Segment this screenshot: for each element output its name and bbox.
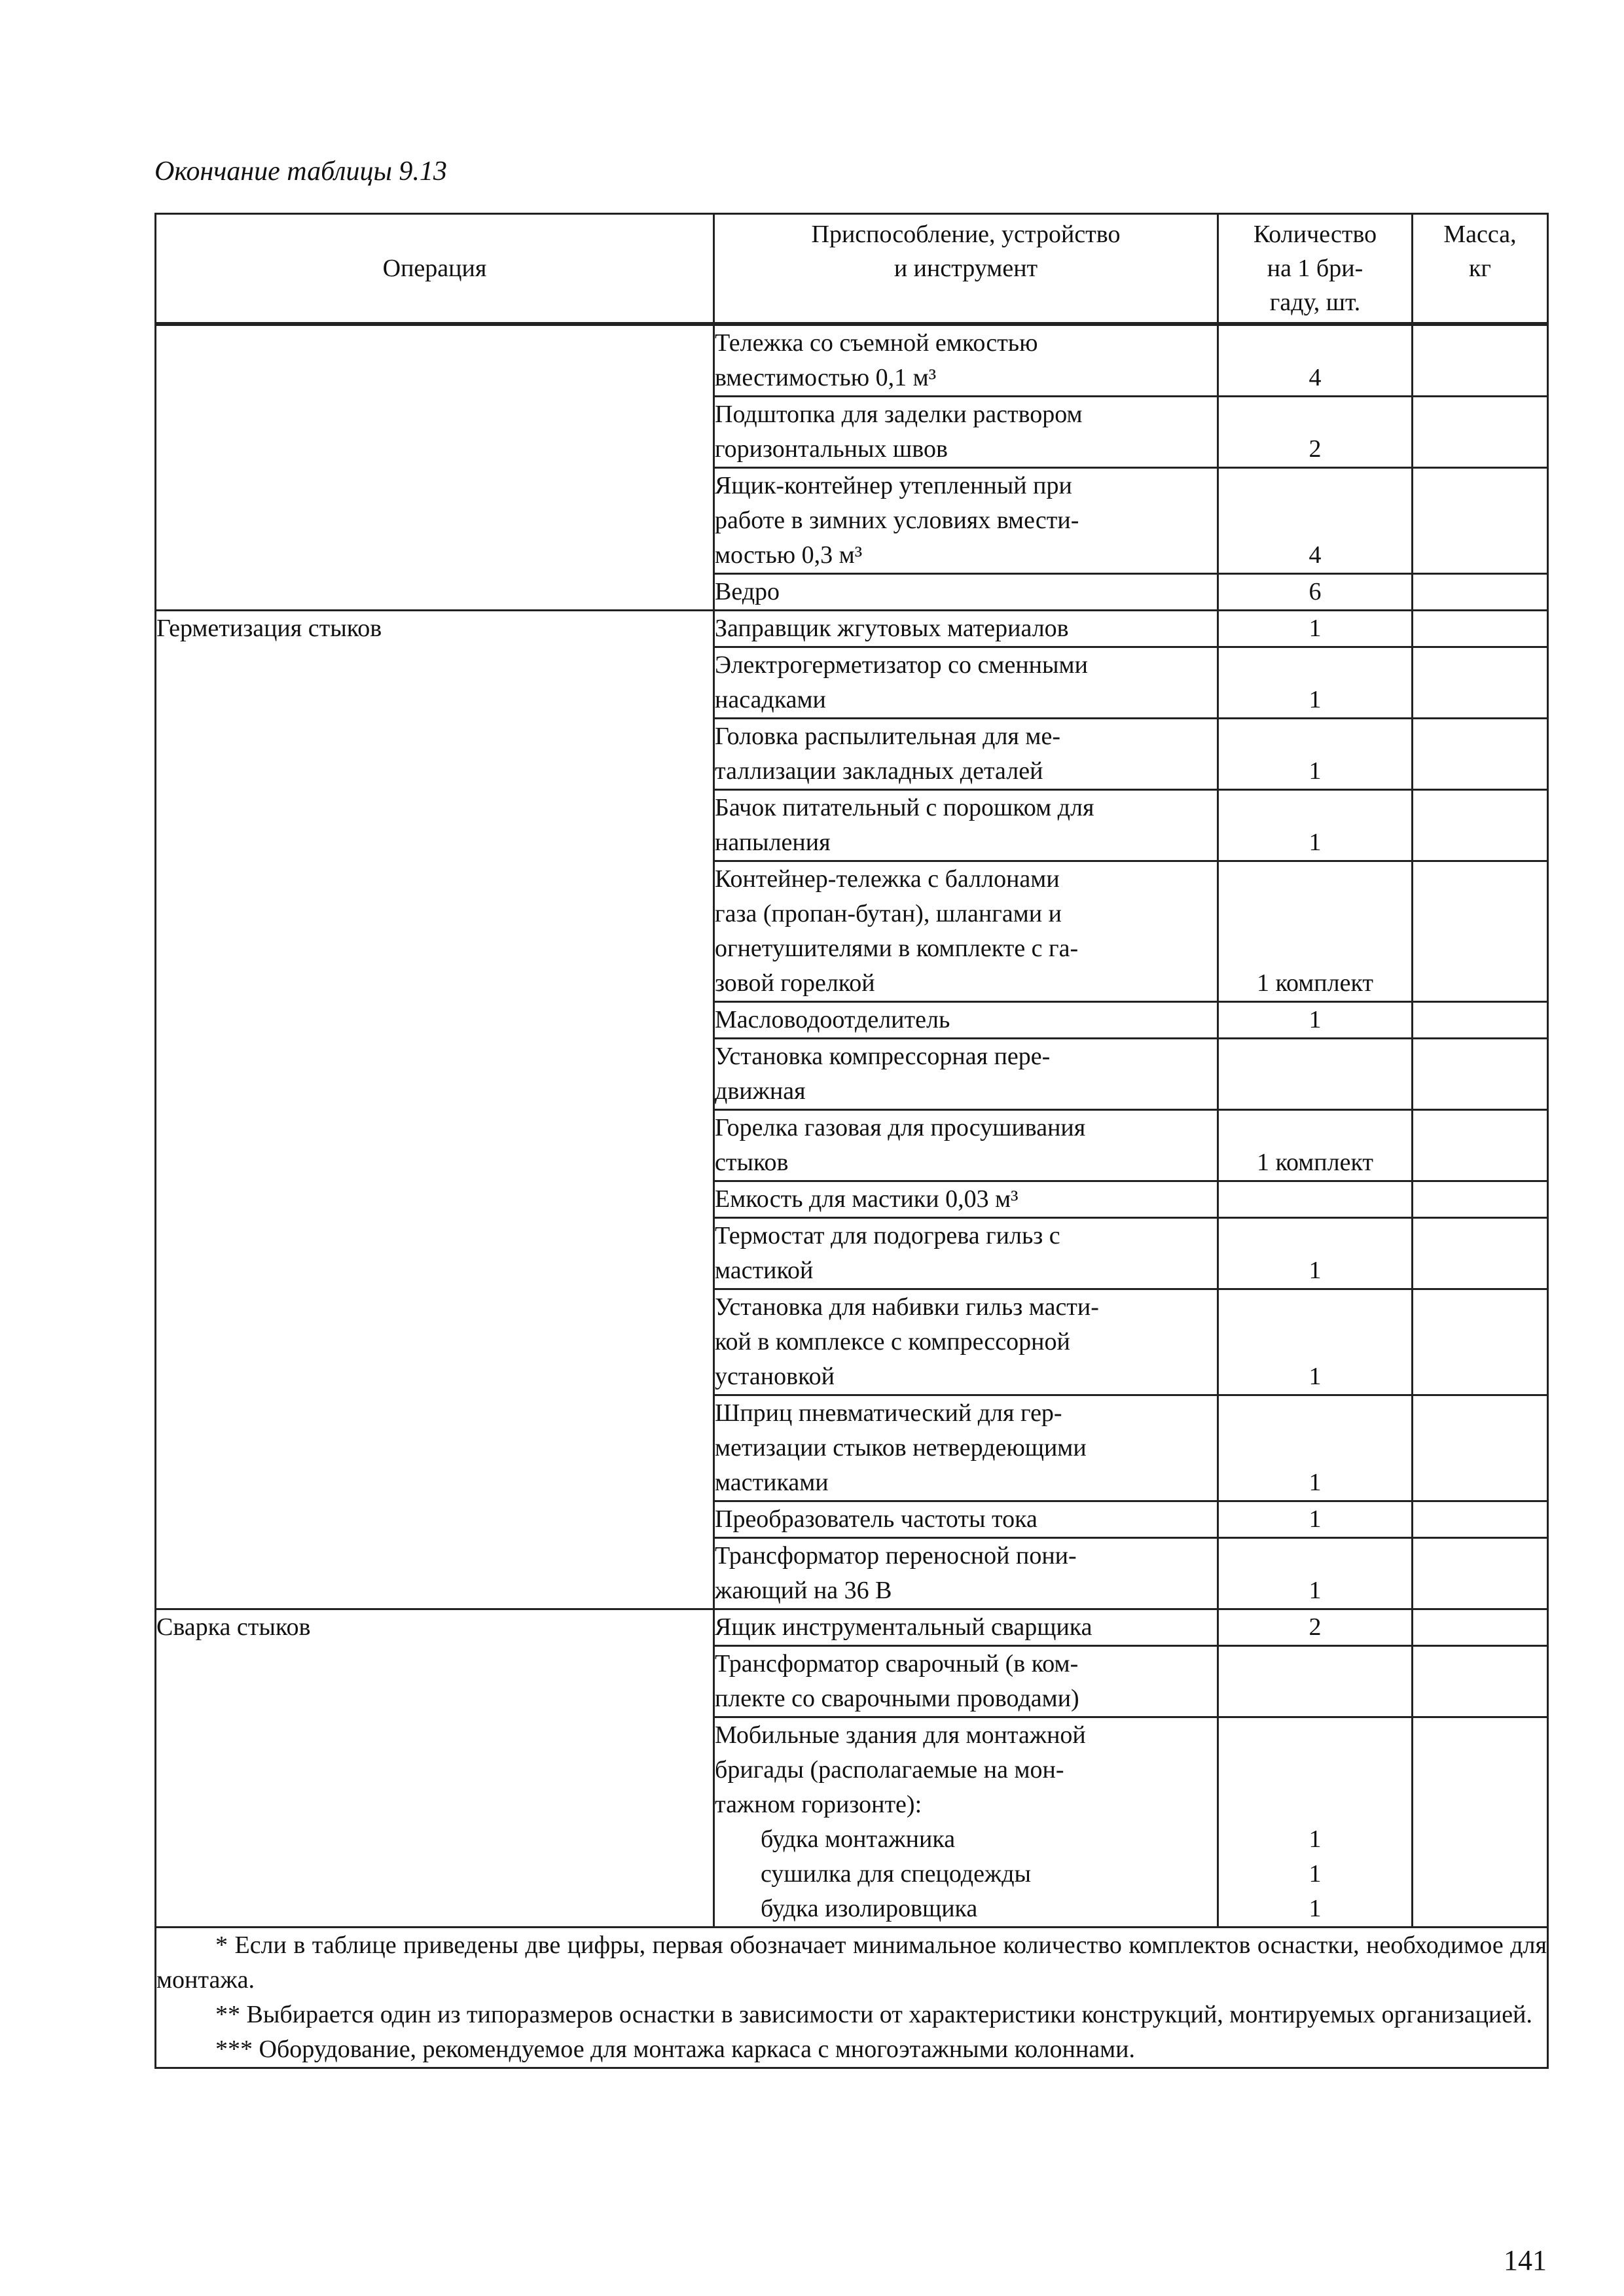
table-row <box>156 1002 1548 1039</box>
footnotes <box>156 1928 1548 2068</box>
header-device: Приспособление, устройство и инструмент <box>714 214 1218 325</box>
header-row <box>156 214 1548 325</box>
operation-cell: Сварка стыков <box>156 1609 714 1646</box>
equipment-table <box>154 213 1549 2069</box>
quantity-cell: 1 <box>1218 1395 1413 1501</box>
mass-cell <box>1413 1039 1548 1110</box>
table-row <box>156 1395 1548 1501</box>
quantity-cell: 1 комплект <box>1218 1110 1413 1181</box>
sub-item: сушилка для спецодежды <box>761 1860 1032 1888</box>
mass-cell <box>1413 719 1548 790</box>
device-cell: Тележка со съемной емкостью вместимостью 0,1 м³ <box>714 324 1218 397</box>
quantity-cell: 1 <box>1218 611 1413 647</box>
mass-cell <box>1413 1181 1548 1218</box>
mass-cell <box>1413 790 1548 861</box>
operation-cell: Герметизация стыков <box>156 611 714 647</box>
table-row <box>156 324 1548 397</box>
table-row <box>156 647 1548 719</box>
table-row <box>156 1501 1548 1538</box>
table-row <box>156 1646 1548 1717</box>
quantity-cell: 1 <box>1218 719 1413 790</box>
quantity-cell: 1 комплект <box>1218 861 1413 1002</box>
quantity-cell: 4 <box>1218 324 1413 397</box>
mass-cell <box>1413 1501 1548 1538</box>
device-cell: Бачок питательный с порошком для напыления <box>714 790 1218 861</box>
device-cell: Масловодоотделитель <box>714 1002 1218 1039</box>
device-cell: Горелка газовая для просушивания стыков <box>714 1110 1218 1181</box>
quantity-cell: 1 <box>1218 1002 1413 1039</box>
mass-cell <box>1413 1609 1548 1646</box>
device-cell: Термостат для подогрева гильз с мастикой <box>714 1218 1218 1289</box>
mass-cell <box>1413 324 1548 397</box>
device-cell: Преобразователь частоты тока <box>714 1501 1218 1538</box>
operation-cell <box>156 647 714 719</box>
table-row <box>156 611 1548 647</box>
quantity-cell: 2 <box>1218 1609 1413 1646</box>
device-cell: Шприц пневматический для гер- метизации стыков нетвердеющими мастиками <box>714 1395 1218 1501</box>
operation-cell <box>156 468 714 574</box>
table-caption: Окончание таблицы 9.13 <box>154 156 447 187</box>
quantity-cell: 4 <box>1218 468 1413 574</box>
quantity-cell: 1 <box>1218 1538 1413 1609</box>
mass-cell <box>1413 647 1548 719</box>
mass-cell <box>1413 1395 1548 1501</box>
device-cell: Подштопка для заделки раствором горизонтальных швов <box>714 397 1218 468</box>
mass-cell <box>1413 861 1548 1002</box>
operation-cell <box>156 1181 714 1218</box>
table-row <box>156 1289 1548 1395</box>
mass-cell <box>1413 1110 1548 1181</box>
operation-cell <box>156 861 714 1002</box>
operation-cell <box>156 397 714 468</box>
table-row <box>156 397 1548 468</box>
device-cell: Установка для набивки гильз масти- кой в комплексе с компрессорной установкой <box>714 1289 1218 1395</box>
table-row <box>156 1609 1548 1646</box>
operation-cell <box>156 1039 714 1110</box>
quantity-cell: 1 <box>1218 790 1413 861</box>
header-quantity: Количество на 1 бри- гаду, шт. <box>1218 214 1413 325</box>
operation-cell <box>156 574 714 611</box>
mass-cell <box>1413 1538 1548 1609</box>
operation-cell <box>156 1002 714 1039</box>
device-cell: Головка распылительная для ме- таллизации закладных деталей <box>714 719 1218 790</box>
quantity-cell: 1 <box>1218 647 1413 719</box>
table-row <box>156 1181 1548 1218</box>
mass-cell <box>1413 611 1548 647</box>
operation-cell <box>156 1538 714 1609</box>
mass-cell <box>1413 397 1548 468</box>
operation-cell <box>156 1717 714 1928</box>
footnote: *** Оборудование, рекомендуемое для монтажа каркаса с многоэтажными колоннами. <box>215 2036 1135 2063</box>
operation-cell <box>156 1218 714 1289</box>
quantity-cell <box>1218 1039 1413 1110</box>
device-cell: Установка компрессорная пере- движная <box>714 1039 1218 1110</box>
device-cell: Электрогерметизатор со сменными насадками <box>714 647 1218 719</box>
mass-cell <box>1413 1646 1548 1717</box>
device-cell: Ведро <box>714 574 1218 611</box>
device-cell: Емкость для мастики 0,03 м³ <box>714 1181 1218 1218</box>
table-row <box>156 468 1548 574</box>
operation-cell <box>156 1395 714 1501</box>
device-cell: Мобильные здания для монтажной бригады (располагаемые на мон- тажном горизонте): будка монтажника сушилка для спецодежды будка изолировщика <box>714 1717 1218 1928</box>
table-row <box>156 1039 1548 1110</box>
quantity-cell: 1 1 1 <box>1218 1717 1413 1928</box>
mass-cell <box>1413 1002 1548 1039</box>
table-row <box>156 574 1548 611</box>
quantity-cell: 1 <box>1218 1501 1413 1538</box>
table-row <box>156 1218 1548 1289</box>
device-cell: Заправщик жгутовых материалов <box>714 611 1218 647</box>
mass-cell <box>1413 1717 1548 1928</box>
table-row <box>156 861 1548 1002</box>
quantity-cell: 2 <box>1218 397 1413 468</box>
sub-item: будка изолировщика <box>761 1895 978 1922</box>
device-cell: Трансформатор переносной пони- жающий на 36 В <box>714 1538 1218 1609</box>
table-row <box>156 1110 1548 1181</box>
operation-cell <box>156 1501 714 1538</box>
mass-cell <box>1413 1218 1548 1289</box>
footnote: * Если в таблице приведены две цифры, первая обозначает минимальное количество комплектов оснастки, необходимое для монтажа. <box>156 1931 1547 1994</box>
quantity-cell <box>1218 1181 1413 1218</box>
quantity-cell: 6 <box>1218 574 1413 611</box>
device-cell: Ящик-контейнер утепленный при работе в зимних условиях вмести- мостью 0,3 м³ <box>714 468 1218 574</box>
table-row <box>156 790 1548 861</box>
operation-cell <box>156 324 714 397</box>
operation-cell <box>156 1289 714 1395</box>
mass-cell <box>1413 468 1548 574</box>
device-cell: Трансформатор сварочный (в ком- плекте со сварочными проводами) <box>714 1646 1218 1717</box>
quantity-cell <box>1218 1646 1413 1717</box>
operation-cell <box>156 1110 714 1181</box>
notes-row <box>156 1928 1548 2068</box>
sub-item: будка монтажника <box>761 1825 956 1853</box>
table-row <box>156 1538 1548 1609</box>
mass-cell <box>1413 574 1548 611</box>
table-row <box>156 719 1548 790</box>
device-cell: Контейнер-тележка с баллонами газа (пропан-бутан), шлангами и огнетушителями в комплекте с га- зовой горелкой <box>714 861 1218 1002</box>
quantity-cell: 1 <box>1218 1218 1413 1289</box>
quantity-cell: 1 <box>1218 1289 1413 1395</box>
operation-cell <box>156 790 714 861</box>
header-mass: Масса, кг <box>1413 214 1548 325</box>
footnote: ** Выбирается один из типоразмеров оснастки в зависимости от характеристики конструкций, монтируемых организацией. <box>215 2001 1532 2028</box>
device-cell: Ящик инструментальный сварщика <box>714 1609 1218 1646</box>
operation-cell <box>156 1646 714 1717</box>
header-operation: Операция <box>156 214 714 325</box>
mass-cell <box>1413 1289 1548 1395</box>
operation-cell <box>156 719 714 790</box>
page-number: 141 <box>1504 2244 1547 2276</box>
table-row <box>156 1717 1548 1928</box>
